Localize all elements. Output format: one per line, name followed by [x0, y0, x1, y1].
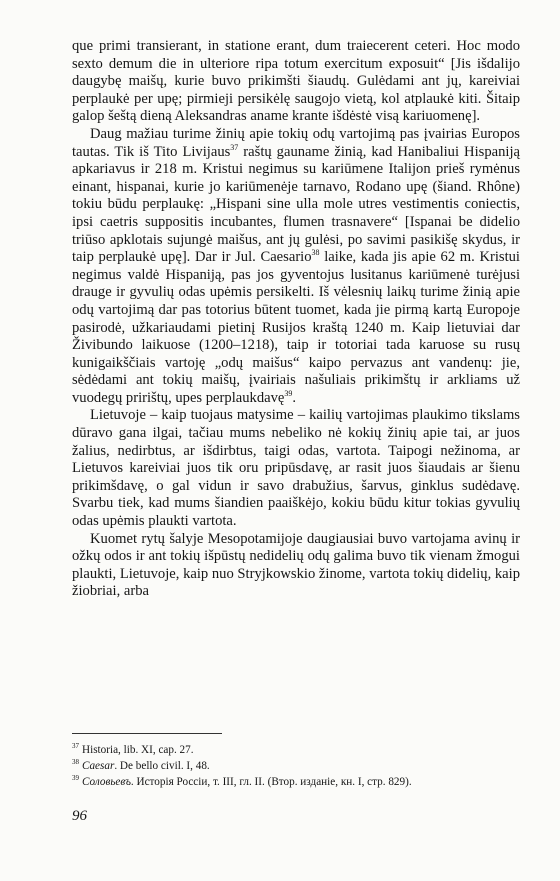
footnote-text: . De bello civil. I, 48.: [114, 760, 210, 772]
footnote-39: 39 Соловьевъ. Исторiя Россiи, т. III, гл. II. (Втор. изданie, кн. I, стр. 829).: [72, 774, 412, 788]
footnote-text: Historia, lib. XI, cap. 27.: [82, 744, 194, 756]
paragraph-2-part-d: .: [292, 389, 297, 406]
footnote-ref-37: 37: [230, 142, 239, 152]
paragraph-3: Lietuvoje – kaip tuojaus matysime – kailių vartojimas plaukimo tikslams dūravo gana ilgai, tačiau mums nebeliko nė kokių žinių apie tai, ar juos žalius, nedirbtus, ar išdirbtus, taigi odas, vartota. Taipogi nežinoma, ar Lietuvos kareiviai juos tik oru pripūsdavę, ar rasit juos šiaudais ar šienu prikimšdavę, o gal vidun ir savo drabužius, šarvus, ginklus sudėdavę. Svarbu tiek, kad mums šiandien paaiškėjo, kokiu būdu kitur tokias gyvulių odas upėmis plaukti vartota.: [72, 407, 520, 530]
paragraph-2: [72, 126, 520, 408]
footnote-ref-39: 39: [284, 389, 293, 399]
paragraph-2-part-a: Daug mažiau turime žinių apie tokių odų vartojimą pas įvairias Europos tautas. Tik iš Tito Livijaus: [72, 125, 520, 160]
footnote-divider: [72, 733, 222, 734]
paragraph-4: Kuomet rytų šalyje Mesopotamijoje daugiausiai buvo vartojama avinų ir ožkų odos ir ant tokių išpūstų nedidelių odų galima buvo tik vienam žmogui plaukti, Lietuvoje, kaip nuo Stryjkowskio žinome, vartota tokių didelių, kaip žiobriai, arba: [72, 530, 520, 600]
paragraph-2-part-c: laike, kada jis apie 62 m. Kristui negimus valdė Hispaniją, pas jos gyventojus lusitanus kariūmenė turėjusi drauge ir gyvulių odas upėmis persikelti. Iš vėlesnių laikų turime žinią apie odų vartojimą dar pas totorius būtent tuomet, kada jie pirmą kartą Europoje pasirodė, užkariaudami pietinį Rusijos kraštą 1240 m. Kaip lietuviai dar Živibundo laikuose (1200–1218), taip ir totoriai tada karuose su rusų kunigaikščiais vartoję „odų maišus“ kaipo pervazus ant vandenų: jie, sėdėdami ant tokių maišų, įvairiais našuliais prikimštų ir arkliams už vuodegų pririštų, upes perplaukdavę: [72, 249, 520, 406]
page-number: 96: [72, 808, 87, 824]
body-text: [72, 38, 520, 601]
paragraph-1: que primi transierant, in statione erant, dum traiecerent ceteri. Hoc modo sexto demum die in ulteriore ripa totum exercitum exposuit“ [Jis išdalijo daugybę maišų, kurie buvo prikimšti šiaudų. Gulėdami ant jų, kareiviai perplaukė per upę; pirmieji persikėlę saugojo vietą, kol atplaukė kiti. Šitaip galop šeštą dieną Aleksandras aname krante išdėstė visą kariuomenę].: [72, 38, 520, 125]
footnote-author: Соловьевъ: [82, 776, 131, 788]
footnote-ref-38: 38: [311, 248, 320, 258]
footnote-text: . Исторiя Россiи, т. III, гл. II. (Втор. изданie, кн. I, стр. 829).: [130, 776, 412, 788]
paragraph-2-part-b: raštų gauname žinią, kad Hanibaliui Hispaniją apkariavus ir 218 m. Kristui negimus su kariūmene Italijon prieš rymėnus einant, hispanai, kurie jo kariūmenėje tarnavo, Rodano upę (šiand. Rhône) tokiu būdu perplaukę: „Hispani sine ulla mole utres vestimentis coniectis, ipsi caetris suppositis incubantes, flumen trasnavere“ [Ispanai be didelio triūso apklotais sujungė maišus, ant jų gulėsi, po savimi pasikišę skydus, ir taip perplaukė upę]. Dar ir Jul. Caesario: [72, 143, 520, 266]
footnote-38: 38 Caesar. De bello civil. I, 48.: [72, 758, 210, 772]
footnote-37: 37 Historia, lib. XI, cap. 27.: [72, 742, 194, 756]
footnotes: [72, 742, 520, 790]
footnote-author: Caesar: [82, 760, 115, 772]
